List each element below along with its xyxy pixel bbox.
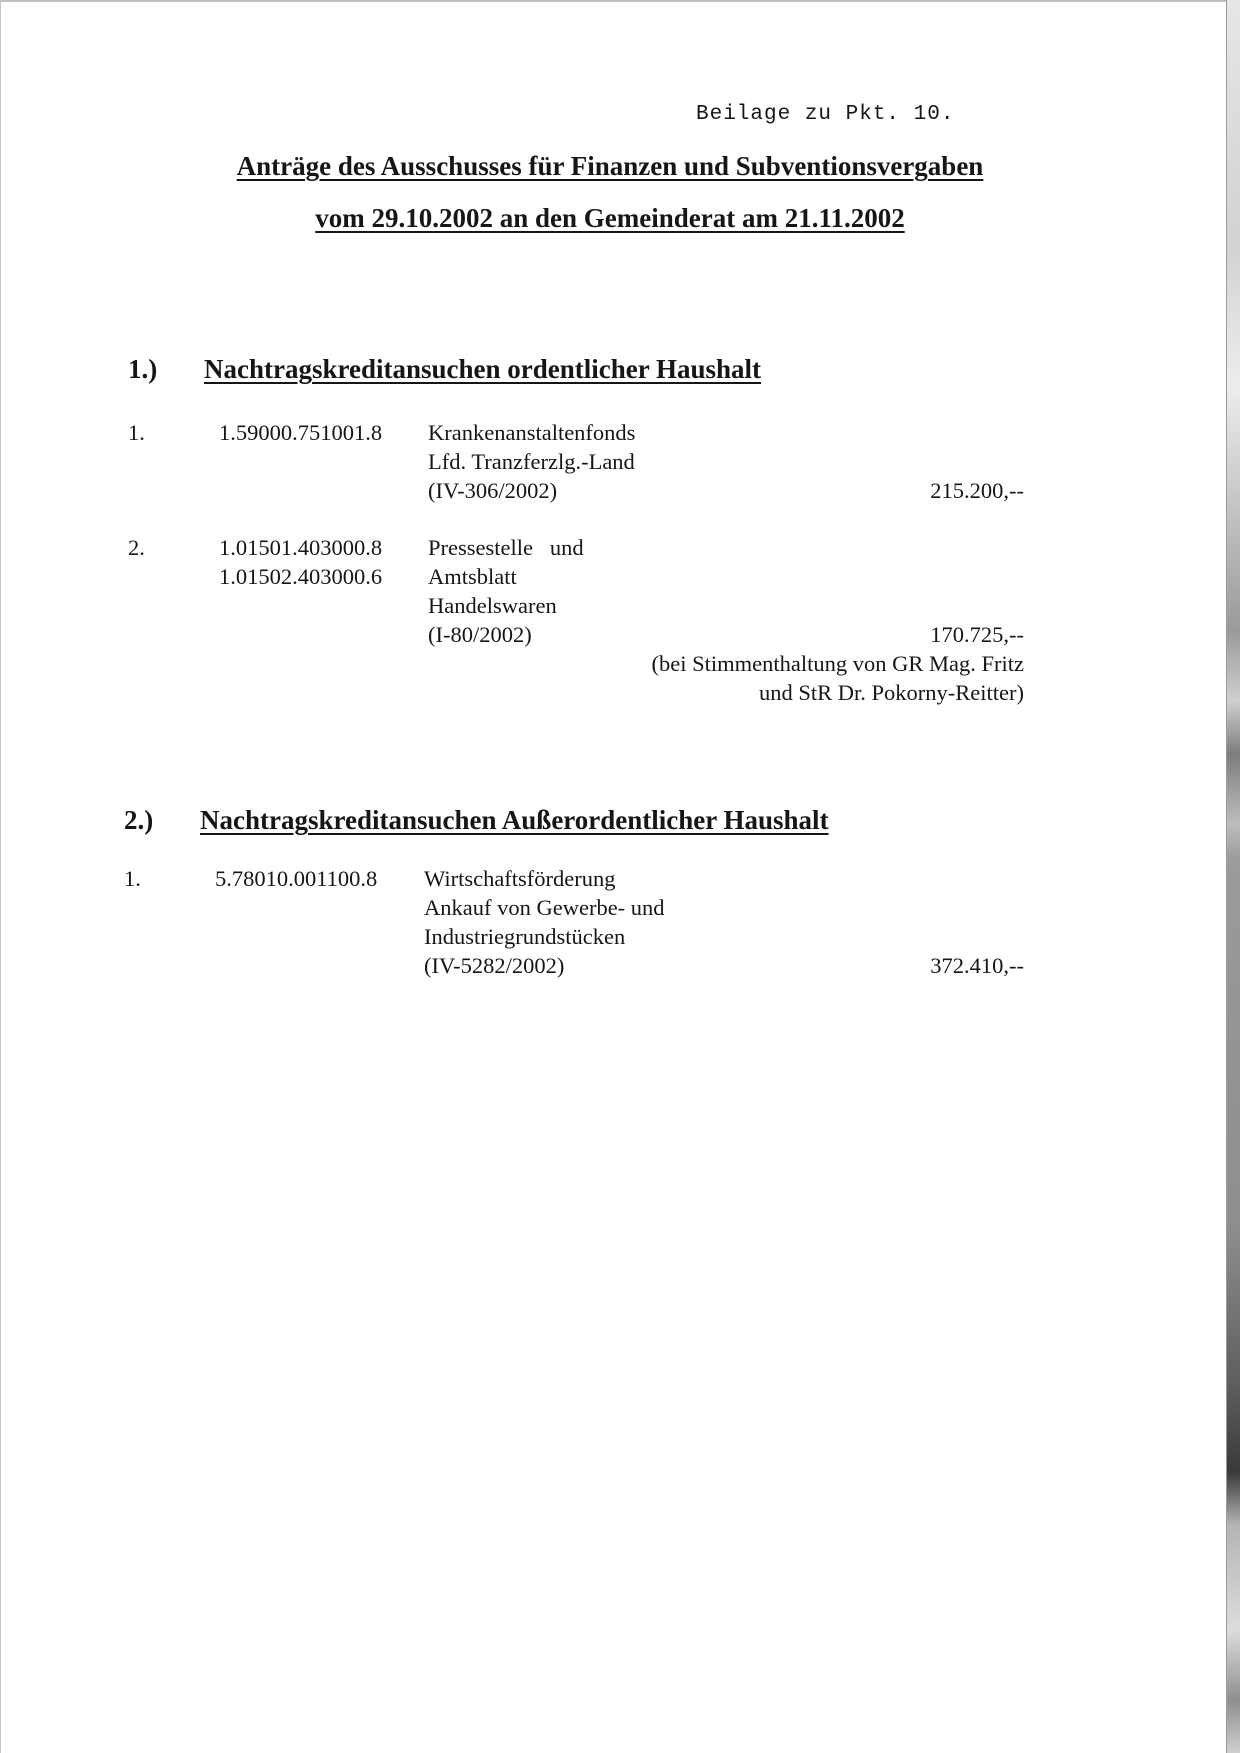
item-description-line: Amtsblatt [428, 564, 517, 589]
item-description-line: (IV-306/2002) [428, 478, 558, 503]
account-number: 1.01501.403000.8 [219, 535, 383, 560]
item-description-line: Lfd. Tranzferzlg.-Land [428, 449, 635, 474]
item-description-line: (I-80/2002) [428, 622, 532, 647]
item-index: 1. [124, 866, 141, 891]
item-description-line: Pressestelle und [428, 535, 584, 560]
abstention-note-line: und StR Dr. Pokorny-Reitter) [759, 680, 1024, 705]
item-index: 1. [128, 420, 145, 445]
item-index: 2. [128, 535, 145, 560]
item-amount: 372.410,-- [930, 953, 1024, 978]
section-1-title: Nachtragskreditansuchen ordentlicher Haushalt [204, 354, 762, 384]
abstention-note-line: (bei Stimmenthaltung von GR Mag. Fritz [651, 651, 1024, 676]
item-description-line: Krankenanstaltenfonds [428, 420, 636, 445]
account-number: 5.78010.001100.8 [215, 866, 378, 891]
section-1-number: 1.) [128, 354, 158, 384]
document-title-line-1: Anträge des Ausschusses für Finanzen und Subventionsvergaben [236, 151, 984, 181]
section-2-title: Nachtragskreditansuchen Außerordentlicher Haushalt [200, 805, 829, 835]
item-amount: 170.725,-- [930, 622, 1024, 647]
item-description-line: (IV-5282/2002) [424, 953, 565, 978]
item-amount: 215.200,-- [930, 478, 1024, 503]
section-2-number: 2.) [124, 805, 154, 835]
account-number: 1.01502.403000.6 [219, 564, 383, 589]
item-description-line: Ankauf von Gewerbe- und [424, 895, 665, 920]
item-description-line: Wirtschaftsförderung [424, 866, 616, 891]
attachment-note: Beilage zu Pkt. 10. [696, 103, 955, 126]
account-number: 1.59000.751001.8 [219, 420, 383, 445]
item-description-line: Handelswaren [428, 593, 557, 618]
item-description-line: Industriegrundstücken [424, 924, 626, 949]
scan-edge-right [1227, 0, 1240, 1753]
scan-edge-left [0, 0, 1, 1753]
document-title-line-2: vom 29.10.2002 an den Gemeinderat am 21.11.2002 [315, 203, 905, 233]
scan-edge-top [0, 0, 1240, 2]
